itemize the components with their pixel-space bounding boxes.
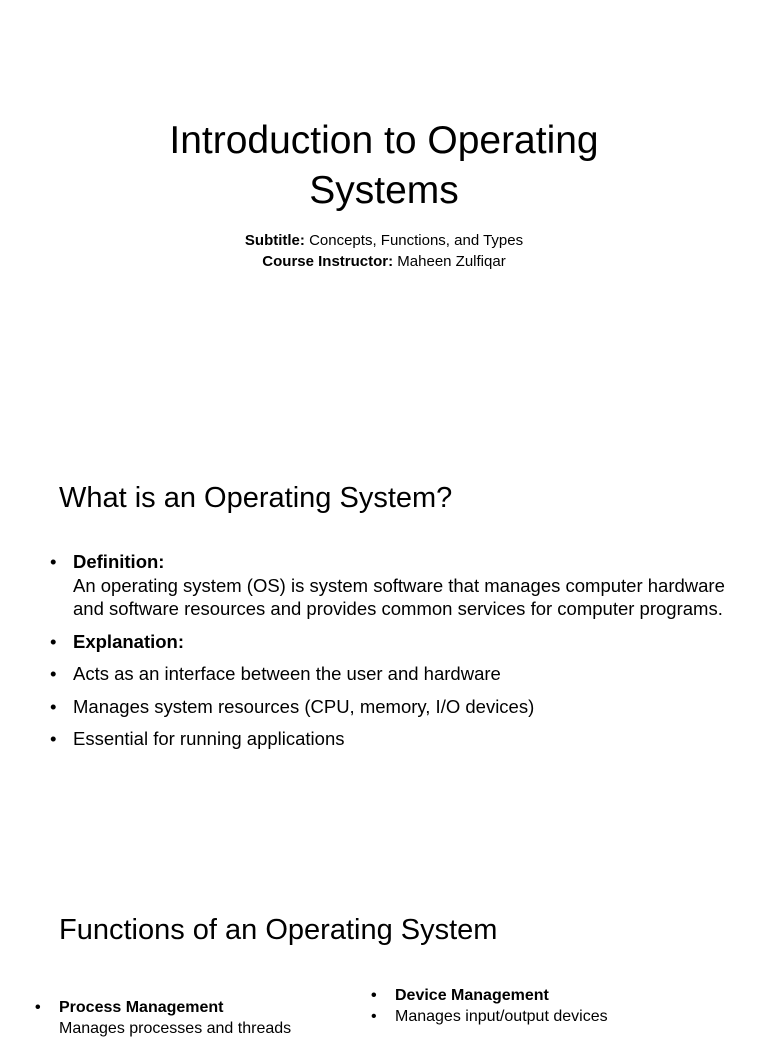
presentation-title [84, 116, 684, 216]
list-item-text: Manages input/output devices [395, 1008, 608, 1025]
bullet-heading: Explanation: [73, 630, 185, 652]
bullet-icon: • [50, 630, 57, 652]
slide-title: Functions of an Operating System [59, 914, 498, 946]
bullet-text: Manages system resources (CPU, memory, I/O devices) [73, 695, 535, 717]
left-column-list [35, 997, 291, 1039]
bullet-icon: • [35, 999, 41, 1016]
subtitle-block [84, 230, 684, 272]
instructor-value: Maheen Zulfiqar [393, 253, 506, 270]
title-slide [0, 0, 768, 432]
list-item-text: Device Management [395, 987, 549, 1004]
bullet-text: Essential for running applications [73, 728, 345, 749]
list-item-heading [371, 985, 608, 1006]
right-column-list [371, 985, 608, 1027]
bullet-item-explanation [50, 630, 730, 654]
subtitle-label: Subtitle: [244, 232, 305, 249]
definition-slide [0, 432, 768, 864]
list-item-text: Process Management [59, 999, 224, 1016]
bullet-icon: • [371, 1008, 377, 1025]
bullet-item-definition [50, 550, 730, 621]
bullet-item [50, 695, 730, 719]
list-item-text: Manages processes and threads [59, 1020, 292, 1037]
title-line-2: Systems [309, 169, 459, 212]
bullet-icon: • [50, 663, 57, 684]
bullet-icon: • [50, 695, 57, 717]
bullet-text: Acts as an interface between the user and hardware [73, 663, 501, 684]
subtitle-value: Concepts, Functions, and Types [304, 232, 524, 249]
list-item [35, 1018, 291, 1039]
functions-slide [0, 864, 768, 1037]
title-line-1: Introduction to Operating [169, 119, 599, 162]
bullet-body: An operating system (OS) is system software that manages computer hardware and software resources and provides common services for computer programs. [73, 574, 725, 619]
list-item-heading [35, 997, 291, 1018]
instructor-label: Course Instructor: [262, 253, 394, 270]
subtitle-line [84, 230, 684, 251]
bullet-icon: • [371, 987, 377, 1004]
bullet-icon: • [50, 551, 57, 572]
instructor-line [84, 251, 684, 272]
bullet-heading: Definition: [73, 551, 165, 572]
bullet-item [50, 727, 730, 751]
bullet-item [50, 662, 730, 686]
bullet-list [50, 550, 730, 760]
bullet-icon: • [50, 728, 57, 749]
slide-title: What is an Operating System? [59, 482, 453, 514]
